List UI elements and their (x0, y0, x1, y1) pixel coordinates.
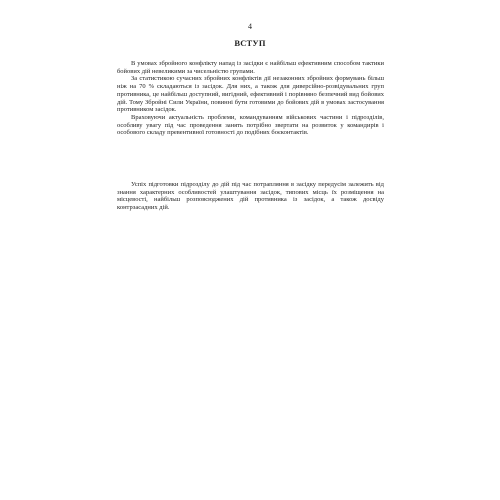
section-heading: ВСТУП (234, 38, 266, 48)
paragraph-statistics: За статистикою сучасних збройних конфліктів дії незаконних збройних формувань більш ніж на 70 % складаються із засідок. Для них, а також для диверсійно-розвідувальних груп противника, це найбільш доступний, вигідний, ефективний і порівняно безпечний вид бойових дій. Тому Збройні Сили України, повинні бути готовими до бойових дій в умовах застосування противником засідок. (117, 75, 384, 114)
body-text (117, 60, 384, 212)
page-number: 4 (248, 22, 252, 31)
paragraph-success: Успіх підготовки підрозділу до дій під час потрапляння в засідку передусім залежить від знання характерних особливостей улаштування засідок, типових місць їх розміщення на місцевості, найбільш розповсюджених дій противника із засідок, а також досвіду контрзасадних дій. (117, 181, 384, 212)
paragraph-intro: В умовах збройного конфлікту напад із засідки є найбільш ефективним способом тактики бойових дій невеликими за чисельністю групами. (117, 60, 384, 75)
paragraph-relevance: Враховуючи актуальність проблеми, командуванням військових частини і підрозділів, особливу увагу під час проведення занять потрібно звертати на розвиток у командирів і особового складу превентивної готовності до подібних боєконтактів. (117, 113, 384, 137)
